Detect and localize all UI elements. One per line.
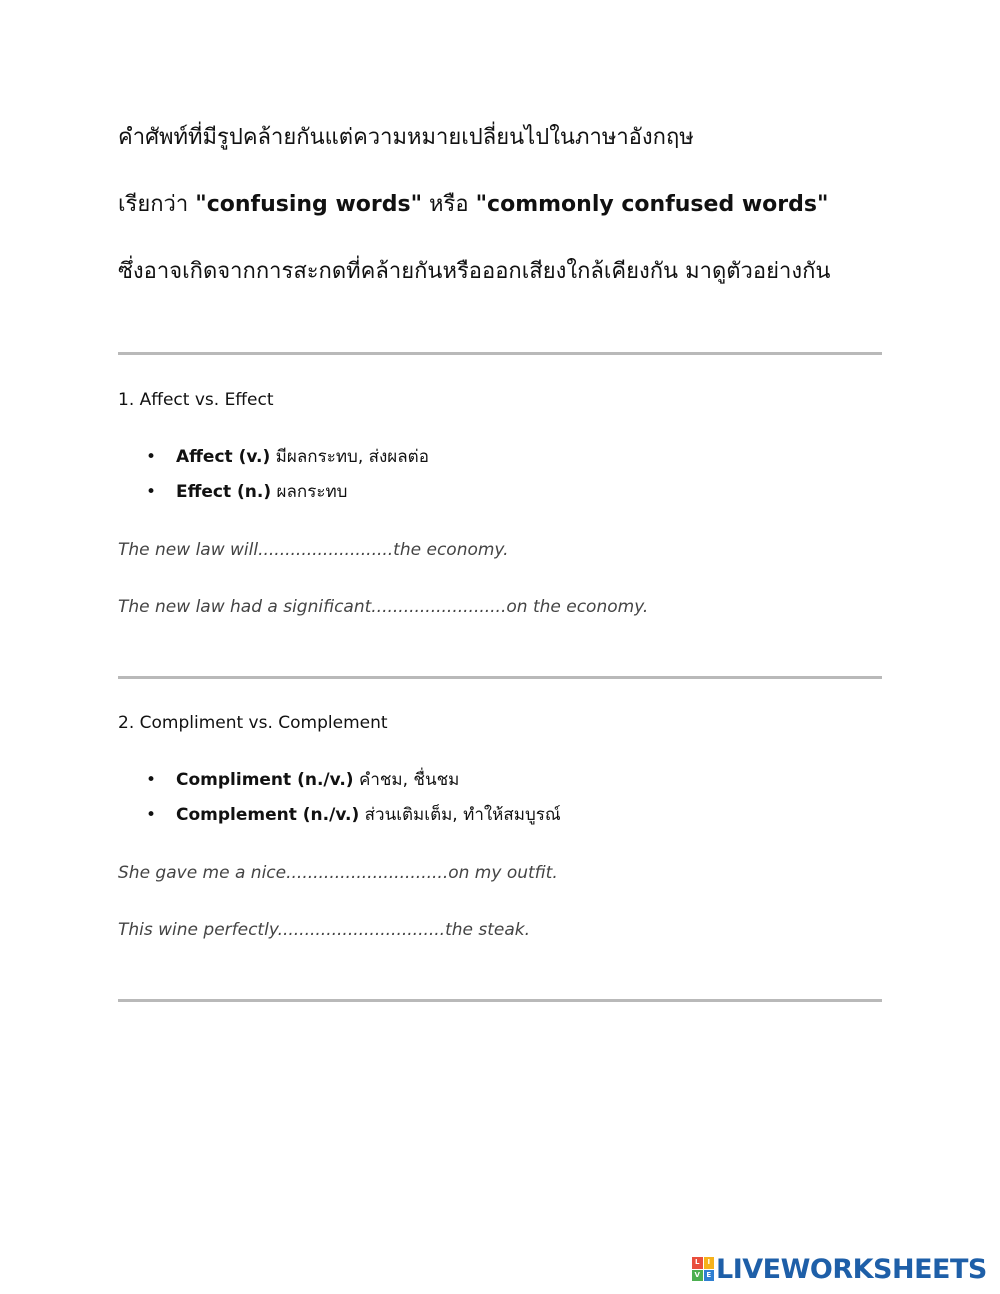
- intro-line-1: คำศัพท์ที่มีรูปคล้ายกันแต่ความหมายเปลี่ยนไปในภาษาอังกฤษ: [118, 125, 694, 150]
- example-sentence: The new law had a significant.........................on the economy.: [118, 597, 649, 617]
- bullet-term: Compliment (n./v.): [176, 770, 354, 790]
- bullet-icon: •: [146, 770, 157, 790]
- intro-line-2-middle: หรือ: [422, 192, 476, 217]
- intro-term-confusing-words: "confusing words": [195, 192, 423, 217]
- bullet-meaning: ส่วนเติมเต็ม, ทำให้สมบูรณ์: [359, 805, 561, 825]
- bullet-meaning: ผลกระทบ: [271, 482, 348, 502]
- liveworksheets-logo: [692, 1254, 987, 1284]
- list-item: [146, 769, 459, 791]
- intro-line-2: [118, 190, 828, 220]
- intro-line-3: ซึ่งอาจเกิดจากการสะกดที่คล้ายกันหรือออกเสียงใกล้เคียงกัน มาดูตัวอย่างกัน: [118, 259, 831, 284]
- bullet-icon: •: [146, 482, 157, 502]
- section-title-affect-effect: 1. Affect vs. Effect: [118, 390, 274, 410]
- example-sentence: This wine perfectly...............................the steak.: [118, 920, 531, 940]
- divider: [118, 999, 882, 1002]
- list-item: [146, 481, 347, 503]
- intro-term-commonly-confused-words: "commonly confused words": [475, 192, 829, 217]
- divider: [118, 676, 882, 679]
- bullet-icon: •: [146, 805, 157, 825]
- section-title-compliment-complement: 2. Compliment vs. Complement: [118, 713, 388, 733]
- logo-grid-cell: L: [692, 1257, 703, 1269]
- divider: [118, 352, 882, 355]
- bullet-meaning: คำชม, ชื่นชม: [353, 770, 460, 790]
- intro-line-2-prefix: เรียกว่า: [118, 192, 196, 217]
- logo-grid-cell: I: [704, 1257, 715, 1269]
- logo-grid-icon: [692, 1257, 714, 1281]
- bullet-meaning: มีผลกระทบ, ส่งผลต่อ: [270, 447, 429, 467]
- bullet-term: Complement (n./v.): [176, 805, 360, 825]
- list-item: [146, 446, 429, 468]
- bullet-term: Affect (v.): [176, 447, 271, 467]
- list-item: [146, 804, 561, 826]
- logo-grid-cell: V: [692, 1270, 703, 1282]
- example-sentence: She gave me a nice..............................on my outfit.: [118, 863, 558, 883]
- bullet-icon: •: [146, 447, 157, 467]
- logo-grid-cell: E: [704, 1270, 715, 1282]
- example-sentence: The new law will.........................the economy.: [118, 540, 509, 560]
- logo-text: LIVEWORKSHEETS: [716, 1253, 987, 1285]
- bullet-term: Effect (n.): [176, 482, 272, 502]
